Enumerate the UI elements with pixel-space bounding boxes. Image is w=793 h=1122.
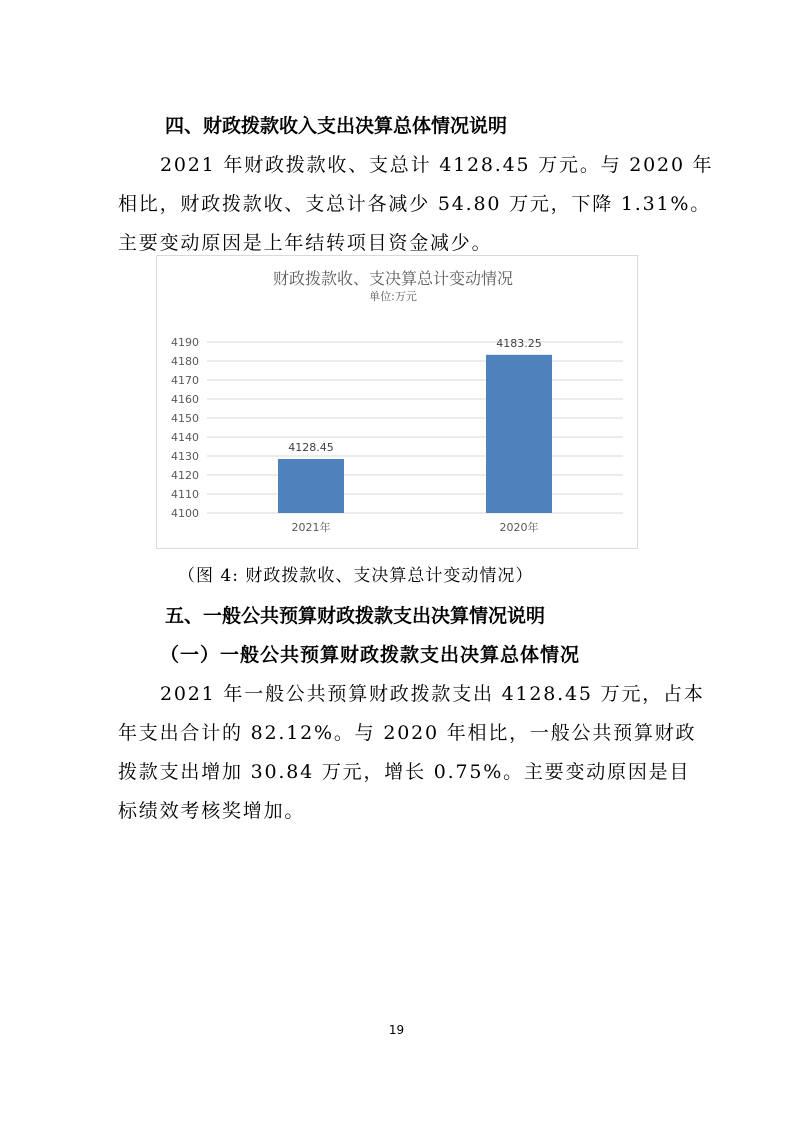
chart-y-tick-labels [171, 336, 199, 520]
chart-x-tick-labels [292, 520, 539, 534]
chart-gridlines [207, 342, 623, 513]
bar [486, 355, 552, 513]
data-label: 4183.25 [496, 336, 542, 350]
y-tick-label: 4180 [171, 355, 199, 368]
section5-line-4: 标绩效考核奖增加。 [118, 800, 306, 822]
x-tick-label: 2020年 [499, 521, 539, 534]
section4-heading: 四、财政拨款收入支出决算总体情况说明 [165, 115, 508, 137]
data-label: 4128.45 [288, 440, 334, 454]
section5-heading: 五、一般公共预算财政拨款支出决算情况说明 [165, 605, 546, 627]
y-tick-label: 4120 [171, 469, 199, 482]
section4-line-2: 相比，财政拨款收、支总计各减少 54.80 万元，下降 1.31%。 [118, 193, 712, 215]
bar [278, 459, 344, 513]
page-number: 19 [388, 1023, 405, 1037]
bar-chart [156, 255, 638, 549]
x-tick-label: 2021年 [291, 521, 331, 534]
figure-caption: （图 4: 财政拨款收、支决算总计变动情况） [178, 566, 534, 586]
y-tick-label: 4130 [171, 450, 199, 463]
y-tick-label: 4140 [171, 431, 199, 444]
chart-bars [278, 355, 552, 513]
section5-line-2: 年支出合计的 82.12%。与 2020 年相比，一般公共预算财政 [118, 722, 697, 744]
y-tick-label: 4190 [171, 336, 199, 349]
chart-title: 财政拨款收、支决算总计变动情况 [272, 269, 514, 288]
y-tick-label: 4150 [171, 412, 199, 425]
y-tick-label: 4100 [171, 507, 199, 520]
y-tick-label: 4160 [171, 393, 199, 406]
section5-subheading: （一）一般公共预算财政拨款支出决算总体情况 [160, 644, 581, 666]
chart-subtitle: 单位:万元 [369, 290, 417, 303]
y-tick-label: 4170 [171, 374, 199, 387]
section5-line-1: 2021 年一般公共预算财政拨款支出 4128.45 万元，占本 [160, 683, 705, 705]
section5-line-3: 拨款支出增加 30.84 万元，增长 0.75%。主要变动原因是目 [118, 761, 691, 783]
section4-line-1: 2021 年财政拨款收、支总计 4128.45 万元。与 2020 年 [160, 154, 714, 176]
bar-chart-svg [157, 256, 637, 548]
y-tick-label: 4110 [171, 488, 199, 501]
section4-line-3: 主要变动原因是上年结转项目资金减少。 [118, 232, 493, 254]
